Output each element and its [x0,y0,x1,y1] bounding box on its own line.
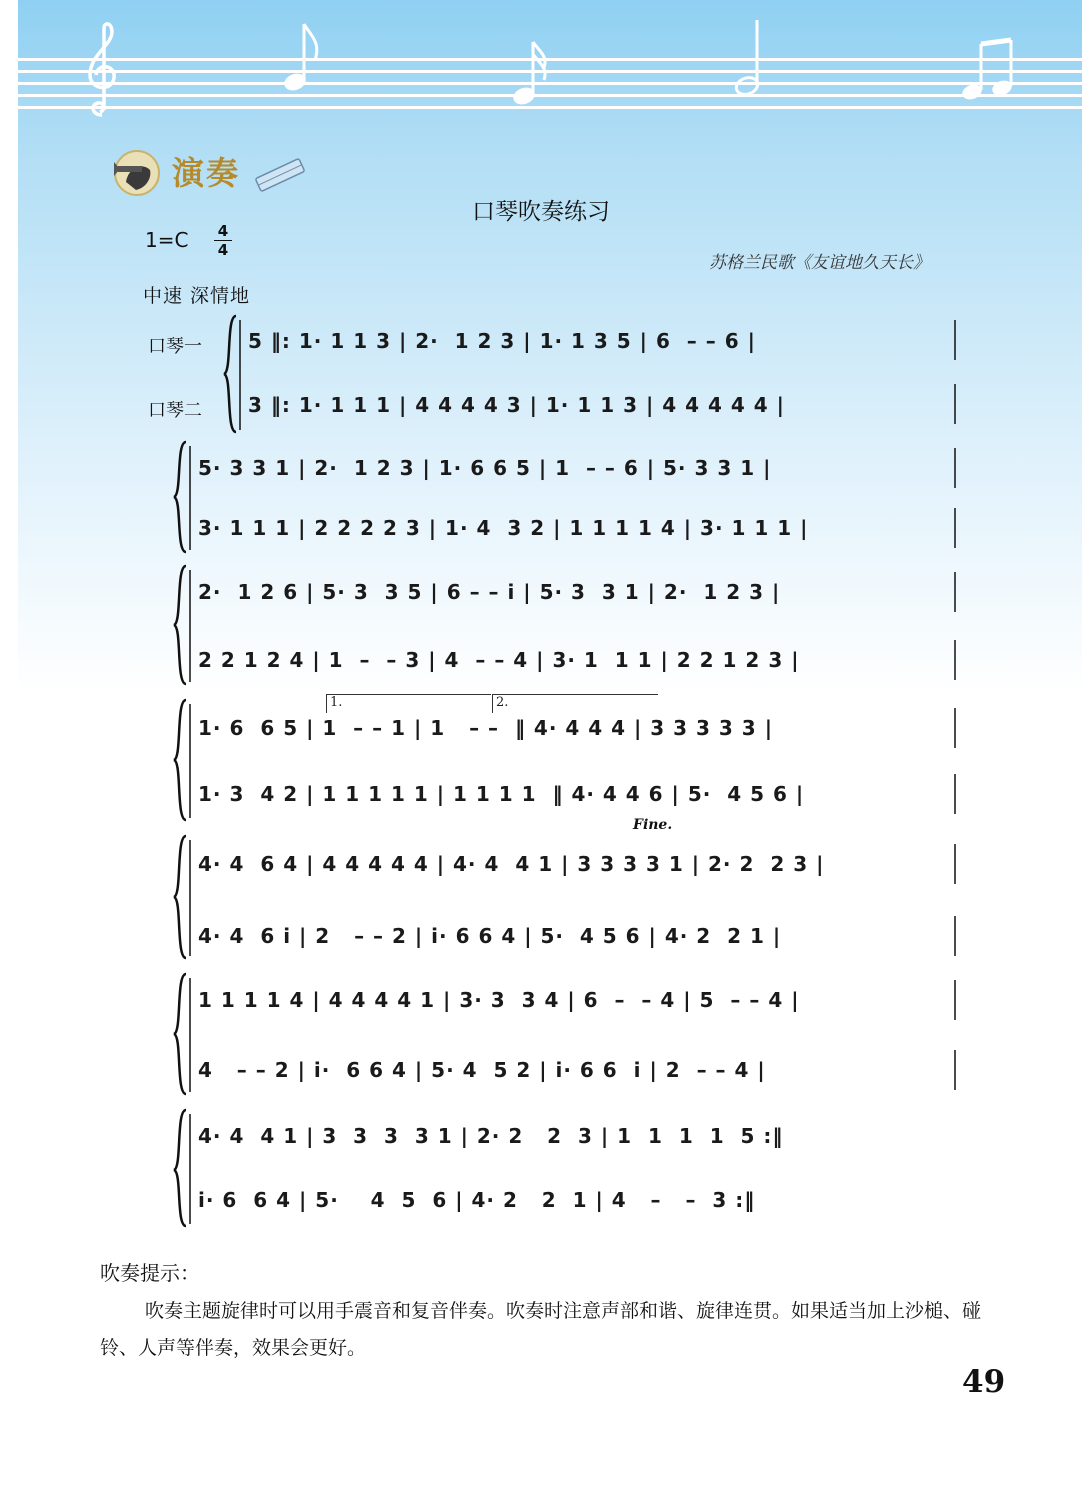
score-row [0,918,1082,958]
fine-marking: Fine. [633,817,673,833]
score-row-text: i· 6 6 4 | 5· 4 5 6 | 4· 2 2 1 | 4 – – 3 :‖ [198,1188,756,1212]
time-signature-top: 4 [217,222,229,240]
tips-title: 吹奏提示： [100,1261,200,1285]
score-row [0,710,1082,750]
score-row-text: 1· 3 4 2 | 1 1 1 1 1 | 1 1 1 1 ‖ 4· 4 4 6 | 5· 4 5 6 | [198,782,805,806]
score-row-text: 1· 6 6 5 | 1 – – 1 | 1 – – ‖ 4· 4 4 4 | 3 3 3 3 3 | [198,716,773,740]
score-row [0,1118,1082,1158]
time-signature-bottom: 4 [217,241,229,259]
score-row-text: 5 ‖: 1· 1 1 3 | 2· 1 2 3 | 1· 1 3 5 | 6 – – 6 | [248,329,756,353]
score-row [0,982,1082,1022]
score-row-text: 4· 4 4 1 | 3 3 3 3 1 | 2· 2 2 3 | 1 1 1 1 5 :‖ [198,1124,784,1148]
part-label-harmonica-1: 口琴一 [148,336,202,357]
piece-title: 口琴吹奏练习 [472,199,610,225]
score-row-text: 3 ‖: 1· 1 1 1 | 4 4 4 4 3 | 1· 1 1 3 | 4 4 4 4 4 | [248,393,785,417]
score-row-text: 5· 3 3 1 | 2· 1 2 3 | 1· 6 6 5 | 1 – – 6 | 5· 3 3 1 | [198,456,772,480]
volta-bracket-1 [326,694,491,713]
score-row-text: 2 2 1 2 4 | 1 – – 3 | 4 – – 4 | 3· 1 1 1 | 2 2 1 2 3 | [198,648,800,672]
tempo-marking: 中速 深情地 [143,285,251,307]
score-row-text: 2· 1 2 6 | 5· 3 3 5 | 6 – – i | 5· 3 3 1 | 2· 1 2 3 | [198,580,781,604]
part-label-harmonica-2: 口琴二 [148,400,202,421]
tips-body: 吹奏主题旋律时可以用手震音和复音伴奏。吹奏时注意声部和谐、旋律连贯。如果适当加上沙槌、碰铃、人声等伴奏，效果会更好。 [100,1300,982,1359]
score-row [0,642,1082,682]
score-row-text: 4· 4 6 i | 2 – – 2 | i· 6 6 4 | 5· 4 5 6 | 4· 2 2 1 | [198,924,782,948]
volta-label-1: 1. [330,695,343,710]
score-row-text: 4 – – 2 | i· 6 6 4 | 5· 4 5 2 | i· 6 6 i | 2 – – 4 | [198,1058,766,1082]
song-source: 苏格兰民歌《友谊地久天长》 [709,253,930,273]
score-row [0,1182,1082,1222]
volta-label-2: 2. [496,695,509,710]
section-title: 演奏 [172,154,241,192]
score-row [0,846,1082,886]
score-row [0,776,1082,816]
score-row [0,323,1082,363]
key-signature: 1=C [145,228,189,252]
score-row [0,510,1082,550]
page-number: 49 [962,1364,1006,1400]
score-row-text: 3· 1 1 1 | 2 2 2 2 3 | 1· 4 3 2 | 1 1 1 1 4 | 3· 1 1 1 | [198,516,809,540]
score-row-text: 4· 4 6 4 | 4 4 4 4 4 | 4· 4 4 1 | 3 3 3 3 1 | 2· 2 2 3 | [198,852,825,876]
volta-bracket-2 [492,694,658,713]
score-row [0,1052,1082,1092]
score-row [0,387,1082,427]
score-row [0,450,1082,490]
score-row-text: 1 1 1 1 4 | 4 4 4 4 1 | 3· 3 3 4 | 6 – – 4 | 5 – – 4 | [198,988,800,1012]
score-row [0,574,1082,614]
